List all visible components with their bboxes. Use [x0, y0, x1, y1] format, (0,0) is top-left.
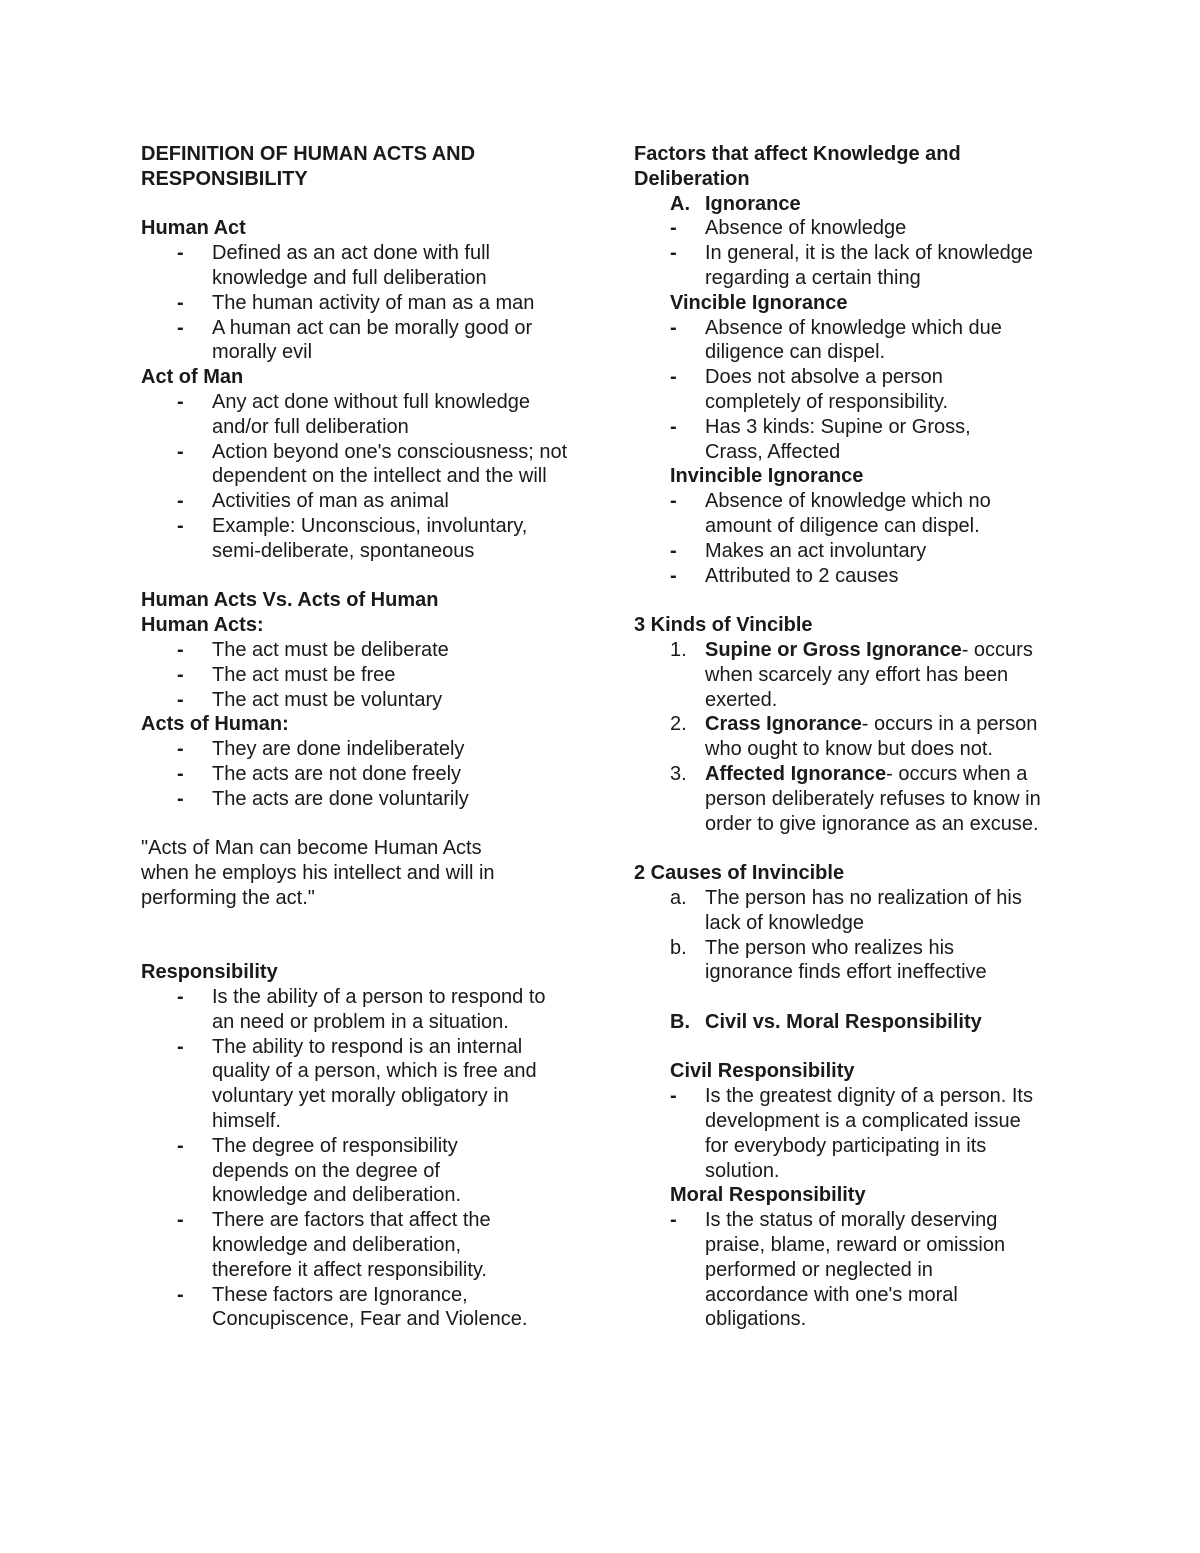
civil-moral-heading: B. Civil vs. Moral Responsibility: [670, 1010, 982, 1033]
moral-heading: Moral Responsibility: [670, 1184, 866, 1207]
page-title-line-1: DEFINITION OF HUMAN ACTS AND: [141, 143, 476, 165]
ignorance-list: [634, 216, 1074, 290]
factors-title-line-1: Factors that affect Knowledge and: [634, 143, 961, 165]
moral-list: [634, 1208, 1074, 1332]
list-item: a. The person has no realization of his lack of knowledge: [670, 886, 1022, 934]
kinds-heading: 3 Kinds of Vincible: [634, 614, 813, 637]
kinds-list: [634, 638, 1074, 836]
list-item: - The human activity of man as a man: [177, 291, 535, 314]
human-act-heading: Human Act: [141, 217, 246, 240]
list-item: - The acts are done voluntarily: [177, 787, 469, 810]
list-item: - Activities of man as animal: [177, 490, 449, 513]
list-item: 2. Crass Ignorance- occurs in a person who ought to know but does not.: [670, 713, 1038, 761]
list-item: - Absence of knowledge: [670, 217, 907, 240]
list-item: - Has 3 kinds: Supine or Gross, Crass, Affected: [670, 415, 971, 463]
vincible-list: [634, 316, 1074, 465]
civil-list: [634, 1084, 1074, 1183]
list-item: - The act must be deliberate: [177, 638, 449, 661]
responsibility-list: [141, 985, 581, 1332]
causes-list: [634, 886, 1074, 985]
list-item: - Is the ability of a person to respond to an need or problem in a situation.: [177, 986, 546, 1033]
versus-heading: Human Acts Vs. Acts of Human: [141, 589, 439, 612]
list-item: - Does not absolve a person completely of responsibility.: [670, 366, 949, 413]
left-column: [141, 142, 581, 1332]
ignorance-heading: A. Ignorance: [670, 192, 801, 215]
act-of-man-list: [141, 390, 581, 564]
causes-heading: 2 Causes of Invincible: [634, 862, 845, 885]
invincible-heading: Invincible Ignorance: [670, 465, 864, 488]
list-item: - Attributed to 2 causes: [670, 564, 899, 587]
list-item: - Example: Unconscious, involuntary, semi-deliberate, spontaneous: [177, 514, 528, 562]
list-item: - The acts are not done freely: [177, 762, 462, 785]
civil-heading: Civil Responsibility: [670, 1060, 855, 1083]
list-item: - Is the greatest dignity of a person. Its development is a complicated issue for everybody participating in its solution.: [670, 1085, 1033, 1182]
list-item: - There are factors that affect the knowledge and deliberation, therefore it affect responsibility.: [177, 1209, 491, 1281]
quote-block: [141, 836, 581, 910]
list-item: - The degree of responsibility depends on the degree of knowledge and deliberation.: [177, 1134, 462, 1207]
human-act-list: [141, 241, 581, 365]
right-column: [634, 142, 1074, 1332]
list-item: - Is the status of morally deserving praise, blame, reward or omission performed or neglected in accordance with one's moral obligations.: [670, 1209, 1006, 1331]
acts-of-human-list: [141, 737, 581, 811]
quote-line: when he employs his intellect and will in: [141, 862, 495, 885]
list-item: - Absence of knowledge which no amount of diligence can dispel.: [670, 490, 991, 537]
acts-of-human-subheading: Acts of Human:: [141, 713, 289, 736]
list-item: - Defined as an act done with full knowledge and full deliberation: [177, 242, 490, 289]
list-item: - The act must be voluntary: [177, 688, 443, 711]
factors-title-line-2: Deliberation: [634, 167, 750, 190]
human-acts-list: [141, 638, 581, 712]
page-title-line-2: RESPONSIBILITY: [141, 167, 308, 190]
list-item: 1. Supine or Gross Ignorance- occurs when scarcely any effort has been exerted.: [670, 638, 1033, 711]
vincible-heading: Vincible Ignorance: [670, 291, 848, 314]
list-item: - Action beyond one's consciousness; not dependent on the intellect and the will: [177, 440, 568, 488]
quote-line: performing the act.": [141, 886, 315, 909]
list-item: - Makes an act involuntary: [670, 539, 927, 562]
invincible-list: [634, 489, 1074, 588]
list-item: - A human act can be morally good or morally evil: [177, 316, 533, 364]
quote-line: "Acts of Man can become Human Acts: [141, 837, 482, 860]
act-of-man-heading: Act of Man: [141, 366, 244, 389]
list-item: - Any act done without full knowledge and/or full deliberation: [177, 390, 530, 438]
list-item: - They are done indeliberately: [177, 738, 465, 761]
list-item: b. The person who realizes his ignorance finds effort ineffective: [670, 936, 987, 984]
list-item: - Absence of knowledge which due diligence can dispel.: [670, 316, 1002, 364]
responsibility-heading: Responsibility: [141, 961, 278, 984]
list-item: 3. Affected Ignorance- occurs when a person deliberately refuses to know in order to give ignorance as an excuse.: [670, 762, 1041, 835]
list-item: - The act must be free: [177, 663, 396, 686]
list-item: - These factors are Ignorance, Concupiscence, Fear and Violence.: [177, 1283, 528, 1331]
list-item: - The ability to respond is an internal quality of a person, which is free and voluntary yet morally obligatory in himself.: [177, 1035, 537, 1133]
list-item: - In general, it is the lack of knowledge regarding a certain thing: [670, 242, 1033, 289]
human-acts-subheading: Human Acts:: [141, 614, 264, 637]
